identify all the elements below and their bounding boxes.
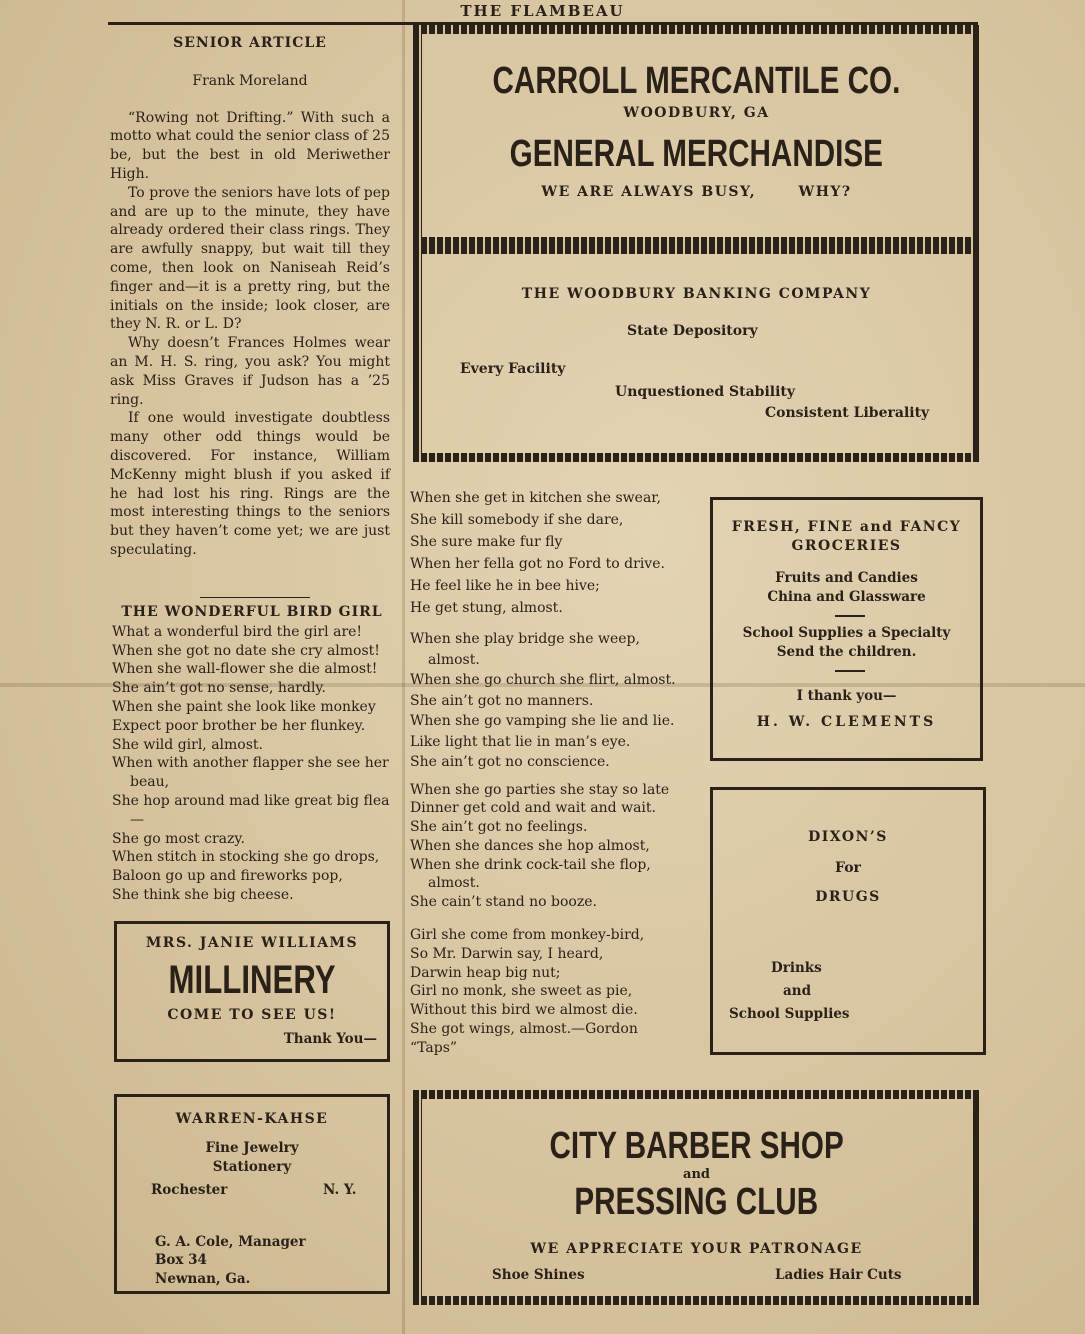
poem-column-2 xyxy=(410,487,692,1058)
poem-line: He get stung, almost. xyxy=(410,600,563,616)
williams-millinery-ad xyxy=(114,921,390,1062)
poem-line: She ain’t got no conscience. xyxy=(410,754,610,770)
bank-state-depository: State Depository xyxy=(627,323,758,339)
poem-line: When she dances she hop almost, xyxy=(410,837,650,854)
clements-line-2: GROCERIES xyxy=(791,538,902,554)
clements-groceries-ad xyxy=(710,497,983,761)
article-divider xyxy=(200,597,310,598)
poem-stanza-5 xyxy=(410,926,692,1058)
williams-line-3: COME TO SEE US! xyxy=(167,1007,337,1023)
warren-line-4a: Rochester xyxy=(151,1182,228,1198)
barber-line-2: and xyxy=(683,1167,710,1182)
senior-article-author: Frank Moreland xyxy=(192,72,308,89)
poem-stanza-4 xyxy=(410,781,692,913)
woodbury-bank-ad xyxy=(413,245,980,462)
poem-line: Darwin heap big nut; xyxy=(410,964,561,981)
barber-line-6: Ladies Hair Cuts xyxy=(775,1267,902,1283)
poem-line: Like light that lie in man’s eye. xyxy=(410,733,631,750)
warren-line-5: G. A. Cole, Manager xyxy=(155,1234,306,1250)
poem-line: When her fella got no Ford to drive. xyxy=(410,556,665,572)
poem-col1-lines xyxy=(112,623,392,905)
poem-line: She go most crazy. xyxy=(112,830,245,847)
senior-article-paragraph-1: “Rowing not Drifting.” With such a motto what could the senior class of 25 be, but the best in old Meriwether High. xyxy=(110,109,390,182)
williams-line-1: MRS. JANIE WILLIAMS xyxy=(145,935,359,951)
clements-line-7: I thank you— xyxy=(796,688,897,704)
poem-line: She sure make fur fly xyxy=(410,534,563,550)
warren-line-2: Fine Jewelry xyxy=(205,1140,299,1156)
carroll-tagline: WE ARE ALWAYS BUSY, xyxy=(541,184,757,200)
poem-line: When she get in kitchen she swear, xyxy=(410,490,661,506)
dixon-line-2: For xyxy=(835,860,861,876)
poem-line: She think she big cheese. xyxy=(112,886,294,903)
poem-stanza-2 xyxy=(410,487,692,619)
carroll-mercantile-ad xyxy=(413,25,980,246)
senior-article xyxy=(110,34,390,560)
paper-fold-vertical xyxy=(402,0,405,1334)
poem-line: She cain’t stand no booze. xyxy=(410,894,597,911)
poem-line: She wild girl, almost. xyxy=(112,736,263,753)
carroll-why: WHY? xyxy=(798,184,852,200)
clements-line-1: FRESH, FINE and FANCY xyxy=(731,519,962,535)
poem-line: She kill somebody if she dare, xyxy=(410,512,624,528)
poem-line: Baloon go up and fireworks pop, xyxy=(112,868,343,885)
clements-divider-2 xyxy=(835,670,865,672)
poem-line: When she play bridge she weep, almost. xyxy=(410,631,640,668)
poem-line: She got wings, almost.—Gordon xyxy=(410,1021,638,1038)
poem-line: When she go vamping she lie and lie. xyxy=(410,713,675,729)
warren-line-7: Newnan, Ga. xyxy=(155,1271,251,1287)
bank-name: THE WOODBURY BANKING COMPANY xyxy=(521,286,872,302)
poem-line: She ain’t got no sense, hardly. xyxy=(112,680,326,697)
senior-article-paragraph-2: To prove the seniors have lots of pep and are up to the minute, they have already ordered their class rings. They are awfully snappy, but wait till they come, then look on Naniseah Reid’s finger and—it is a pretty ring, but the initials on the inside; look closer, are they N. R. or L. D? xyxy=(110,184,390,333)
poem-line: When she go church she flirt, almost. xyxy=(410,672,676,688)
barber-line-3: PRESSING CLUB xyxy=(574,1181,819,1223)
poem-line: She ain’t got no manners. xyxy=(410,692,594,709)
poem-line: What a wonderful bird the girl are! xyxy=(112,623,363,640)
poem-line: When she got no date she cry almost! xyxy=(112,642,380,659)
carroll-town: WOODBURY, GA xyxy=(623,105,770,121)
clements-line-6: Send the children. xyxy=(776,644,917,660)
williams-line-4: Thank You— xyxy=(283,1031,377,1047)
poem-line: When she go parties she stay so late xyxy=(410,781,670,798)
barber-line-1: CITY BARBER SHOP xyxy=(549,1125,844,1167)
poem-line: He feel like he in bee hive; xyxy=(410,578,600,594)
clements-line-5: School Supplies a Specialty xyxy=(742,625,951,641)
poem-line: “Taps” xyxy=(410,1039,458,1056)
poem-line: When with another flapper she see her beau, xyxy=(112,755,389,791)
warren-line-3: Stationery xyxy=(212,1159,292,1175)
senior-article-paragraph-4: If one would investigate doubtless many other odd things would be discovered. For instance, William McKenny might blush if you asked if he had lost his ring. Rings are the most interesting things to the seniors but they haven’t come yet; we are just speculating. xyxy=(110,410,390,558)
warren-line-1: WARREN-KAHSE xyxy=(175,1111,329,1127)
dixon-line-4: Drinks xyxy=(771,960,822,976)
city-barber-shop-ad xyxy=(413,1090,980,1305)
bank-stability: Unquestioned Stability xyxy=(615,384,796,400)
barber-line-5: Shoe Shines xyxy=(492,1267,585,1283)
bank-liberality: Consistent Liberality xyxy=(765,405,930,421)
carroll-general-merchandise: GENERAL MERCHANDISE xyxy=(509,133,884,175)
poem-line: She hop around mad like great big flea— xyxy=(112,792,390,828)
warren-kahse-ad xyxy=(114,1094,390,1294)
dixon-line-3: DRUGS xyxy=(815,889,881,905)
clements-line-8: H. W. CLEMENTS xyxy=(756,714,937,730)
poem-title: THE WONDERFUL BIRD GIRL xyxy=(121,604,383,620)
dixon-line-1: DIXON’S xyxy=(808,829,888,845)
carroll-name: CARROLL MERCANTILE CO. xyxy=(492,60,901,102)
poem-line: Girl she come from monkey-bird, xyxy=(410,927,645,944)
bank-every-facility: Every Facility xyxy=(460,361,566,377)
warren-line-6: Box 34 xyxy=(155,1252,207,1268)
clements-divider-1 xyxy=(835,615,865,617)
clements-line-3: Fruits and Candies xyxy=(775,570,918,586)
masthead: THE FLAMBEAU xyxy=(460,2,625,20)
senior-article-heading: SENIOR ARTICLE xyxy=(173,35,327,51)
poem-line: When she wall-flower she die almost! xyxy=(112,661,378,678)
poem-line: She ain’t got no feelings. xyxy=(410,819,588,836)
dixon-line-5: and xyxy=(783,983,812,999)
poem-line: When she paint she look like monkey xyxy=(112,698,376,715)
senior-article-paragraph-3: Why doesn’t Frances Holmes wear an M. H. S. ring, you ask? You might ask Miss Graves if Judson has a ’25 ring. xyxy=(110,335,390,408)
poem-line: Dinner get cold and wait and wait. xyxy=(410,800,656,817)
poem-stanza-3 xyxy=(410,629,692,773)
poem-column-1 xyxy=(112,603,392,905)
poem-line: Expect poor brother be her flunkey. xyxy=(112,717,366,734)
williams-millinery: MILLINERY xyxy=(168,958,336,1002)
poem-line: So Mr. Darwin say, I heard, xyxy=(410,945,604,962)
poem-line: When stitch in stocking she go drops, xyxy=(112,849,380,866)
dixon-line-6: School Supplies xyxy=(729,1006,850,1022)
barber-line-4: WE APPRECIATE YOUR PATRONAGE xyxy=(530,1241,863,1257)
clements-line-4: China and Glassware xyxy=(767,589,926,605)
dixons-drugs-ad xyxy=(710,787,986,1055)
poem-line: Girl no monk, she sweet as pie, xyxy=(410,983,633,1000)
poem-line: When she drink cock-tail she flop, almost. xyxy=(410,856,651,892)
poem-line: Without this bird we almost die. xyxy=(410,1002,638,1019)
warren-line-4b: N. Y. xyxy=(323,1182,357,1198)
